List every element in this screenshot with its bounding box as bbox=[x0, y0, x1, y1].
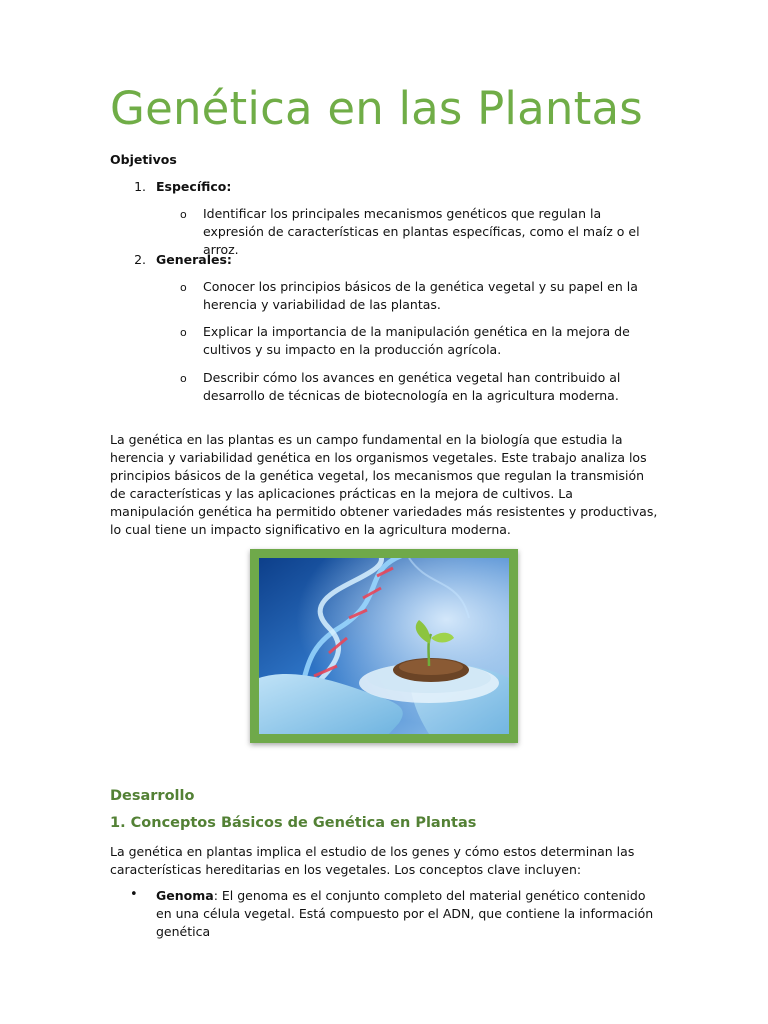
concept-term: Genoma bbox=[156, 888, 214, 903]
objective-item: Conocer los principios básicos de la genética vegetal y su papel en la herencia y variabilidad de las plantas. bbox=[203, 279, 638, 312]
list-bullet: • bbox=[130, 887, 138, 902]
sub-bullet: o bbox=[180, 372, 187, 385]
subsection-heading: 1. Conceptos Básicos de Genética en Plantas bbox=[110, 815, 477, 831]
objective-item: Explicar la importancia de la manipulación genética en la mejora de cultivos y su impacto en la producción agrícola. bbox=[203, 324, 630, 357]
objective-item: Describir cómo los avances en genética vegetal han contribuido al desarrollo de técnicas de biotecnología en la agricultura moderna. bbox=[203, 370, 621, 403]
sub-bullet: o bbox=[180, 281, 187, 294]
objective-label: Específico: bbox=[156, 179, 232, 194]
sub-bullet: o bbox=[180, 208, 187, 221]
objective-number: 1. bbox=[134, 179, 146, 194]
dna-plant-illustration bbox=[259, 558, 509, 734]
section-heading: Desarrollo bbox=[110, 788, 195, 804]
list-item bbox=[156, 887, 656, 941]
subsection-intro: La genética en plantas implica el estudio de los genes y cómo estos determinan las características hereditarias en los vegetales. Los conceptos clave incluyen: bbox=[110, 844, 635, 877]
objective-label: Generales: bbox=[156, 252, 232, 267]
concept-text: : El genoma es el conjunto completo del material genético contenido en una célula vegetal. Está compuesto por el ADN, que contiene la información genética bbox=[156, 888, 654, 939]
document-title: Genética en las Plantas bbox=[110, 82, 643, 135]
figure-frame bbox=[250, 549, 518, 743]
sub-bullet: o bbox=[180, 326, 187, 339]
objective-item: Identificar los principales mecanismos genéticos que regulan la expresión de características en plantas específicas, como el maíz o el arroz. bbox=[203, 206, 640, 257]
objectives-heading: Objetivos bbox=[110, 152, 177, 167]
intro-paragraph: La genética en las plantas es un campo fundamental en la biología que estudia la herencia y variabilidad genética en los organismos vegetales. Este trabajo analiza los principios básicos de la genética vegetal, los mecanismos que regulan la transmisión de características y las aplicaciones prácticas en la mejora de cultivos. La manipulación genética ha permitido obtener variedades más resistentes y productivas, lo cual tiene un impacto significativo en la agricultura moderna. bbox=[110, 432, 658, 537]
objective-number: 2. bbox=[134, 252, 146, 267]
